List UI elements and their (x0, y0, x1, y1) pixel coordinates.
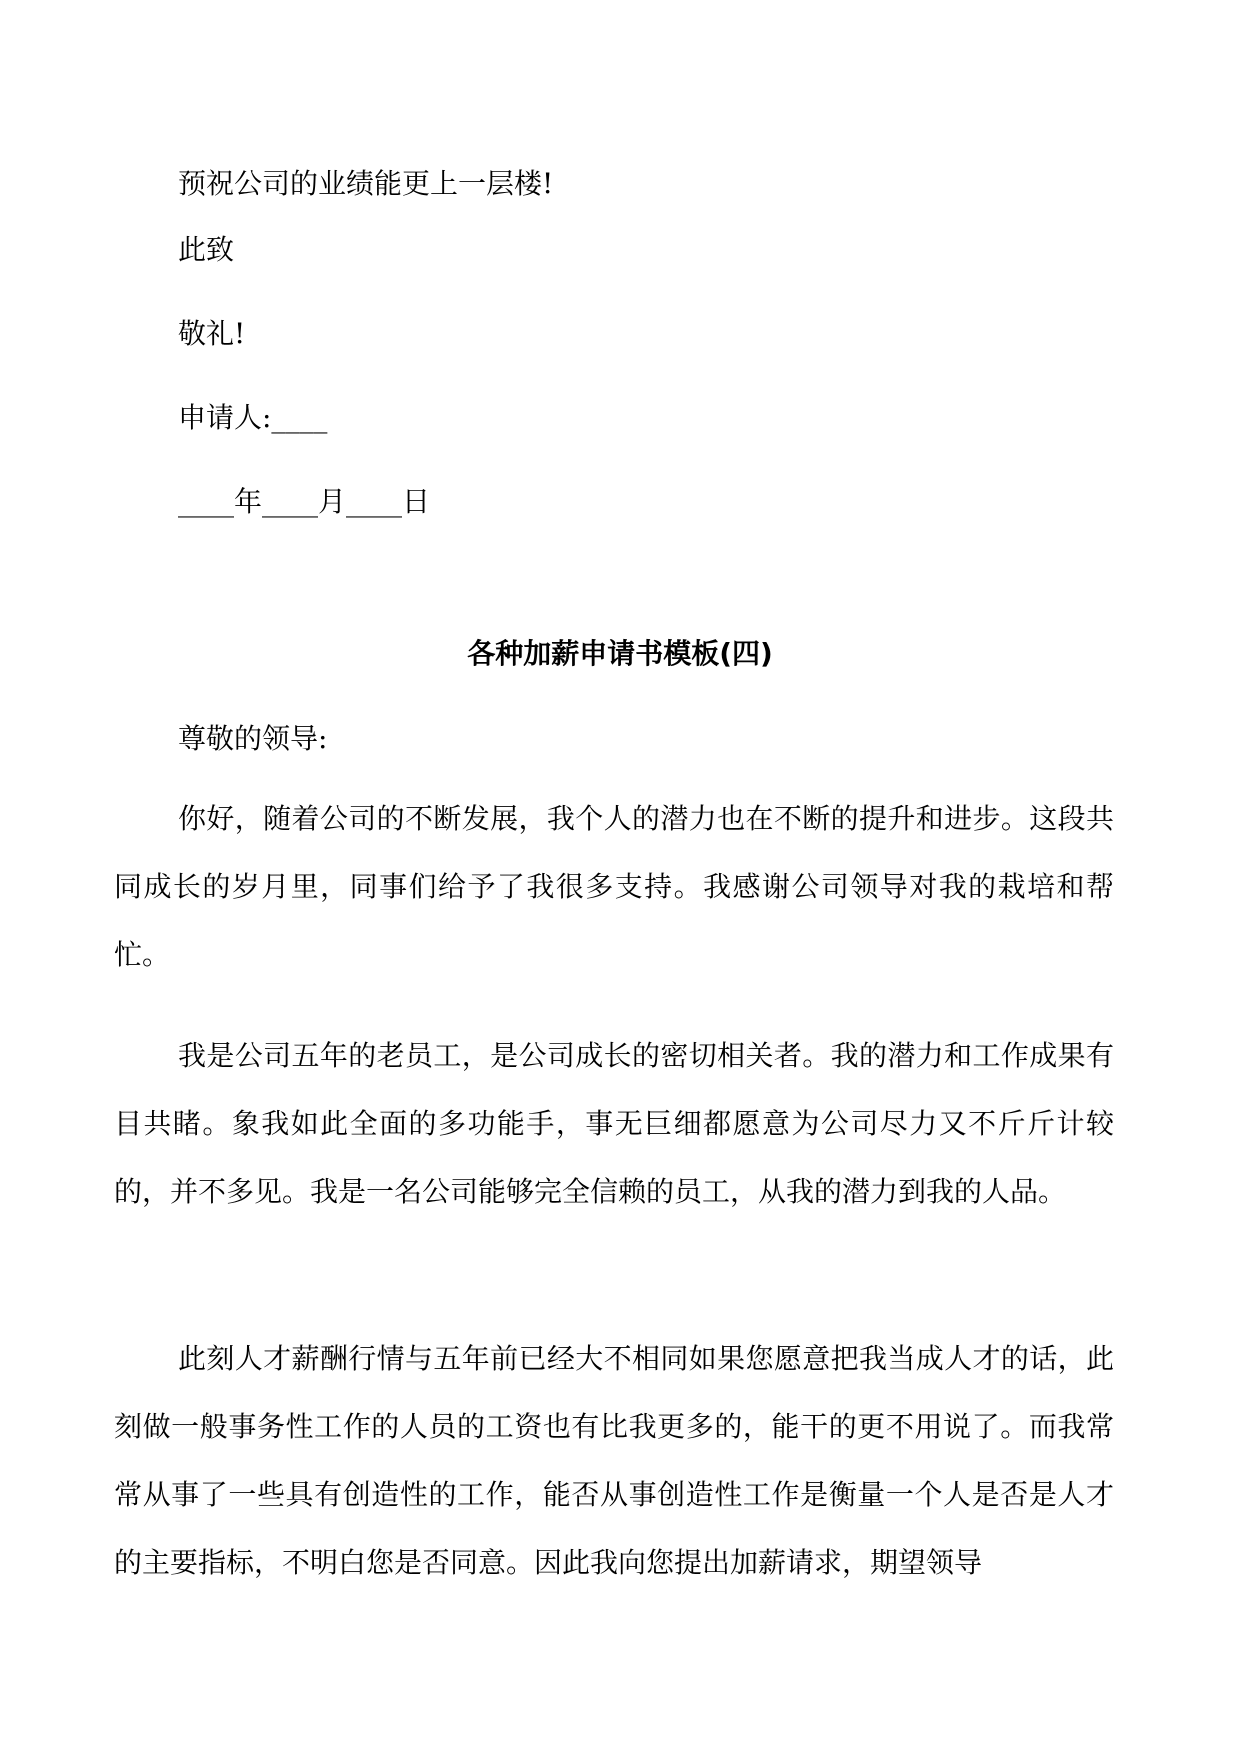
body-paragraph-3: 此刻人才薪酬行情与五年前已经大不相同如果您愿意把我当成人才的话，此刻做一般事务性工作的人员的工资也有比我更多的，能干的更不用说了。而我常常从事了一些具有创造性的工作，能否从事创造性工作是衡量一个人是否是人才的主要指标，不明白您是否同意。因此我向您提出加薪请求，期望领导 (114, 1342, 1114, 1579)
body-paragraph-2: 我是公司五年的老员工，是公司成长的密切相关者。我的潜力和工作成果有目共睹。象我如此全面的多功能手，事无巨细都愿意为公司尽力又不斤斤计较的，并不多见。我是一名公司能够完全信赖的员工，从我的潜力到我的人品。 (114, 1039, 1114, 1208)
applicant-line: 申请人:____ (178, 401, 328, 434)
closing-wish: 预祝公司的业绩能更上一层楼! (178, 167, 554, 200)
body-paragraph-1: 你好，随着公司的不断发展，我个人的潜力也在不断的提升和进步。这段共同成长的岁月里，同事们给予了我很多支持。我感谢公司领导对我的栽培和帮忙。 (114, 802, 1114, 971)
section-title: 各种加薪申请书模板(四) (467, 637, 773, 670)
closing-salutation-2: 敬礼! (178, 317, 246, 350)
closing-salutation-1: 此致 (178, 233, 235, 266)
date-line: ____年____月____日 (178, 485, 431, 518)
greeting: 尊敬的领导: (178, 722, 328, 755)
